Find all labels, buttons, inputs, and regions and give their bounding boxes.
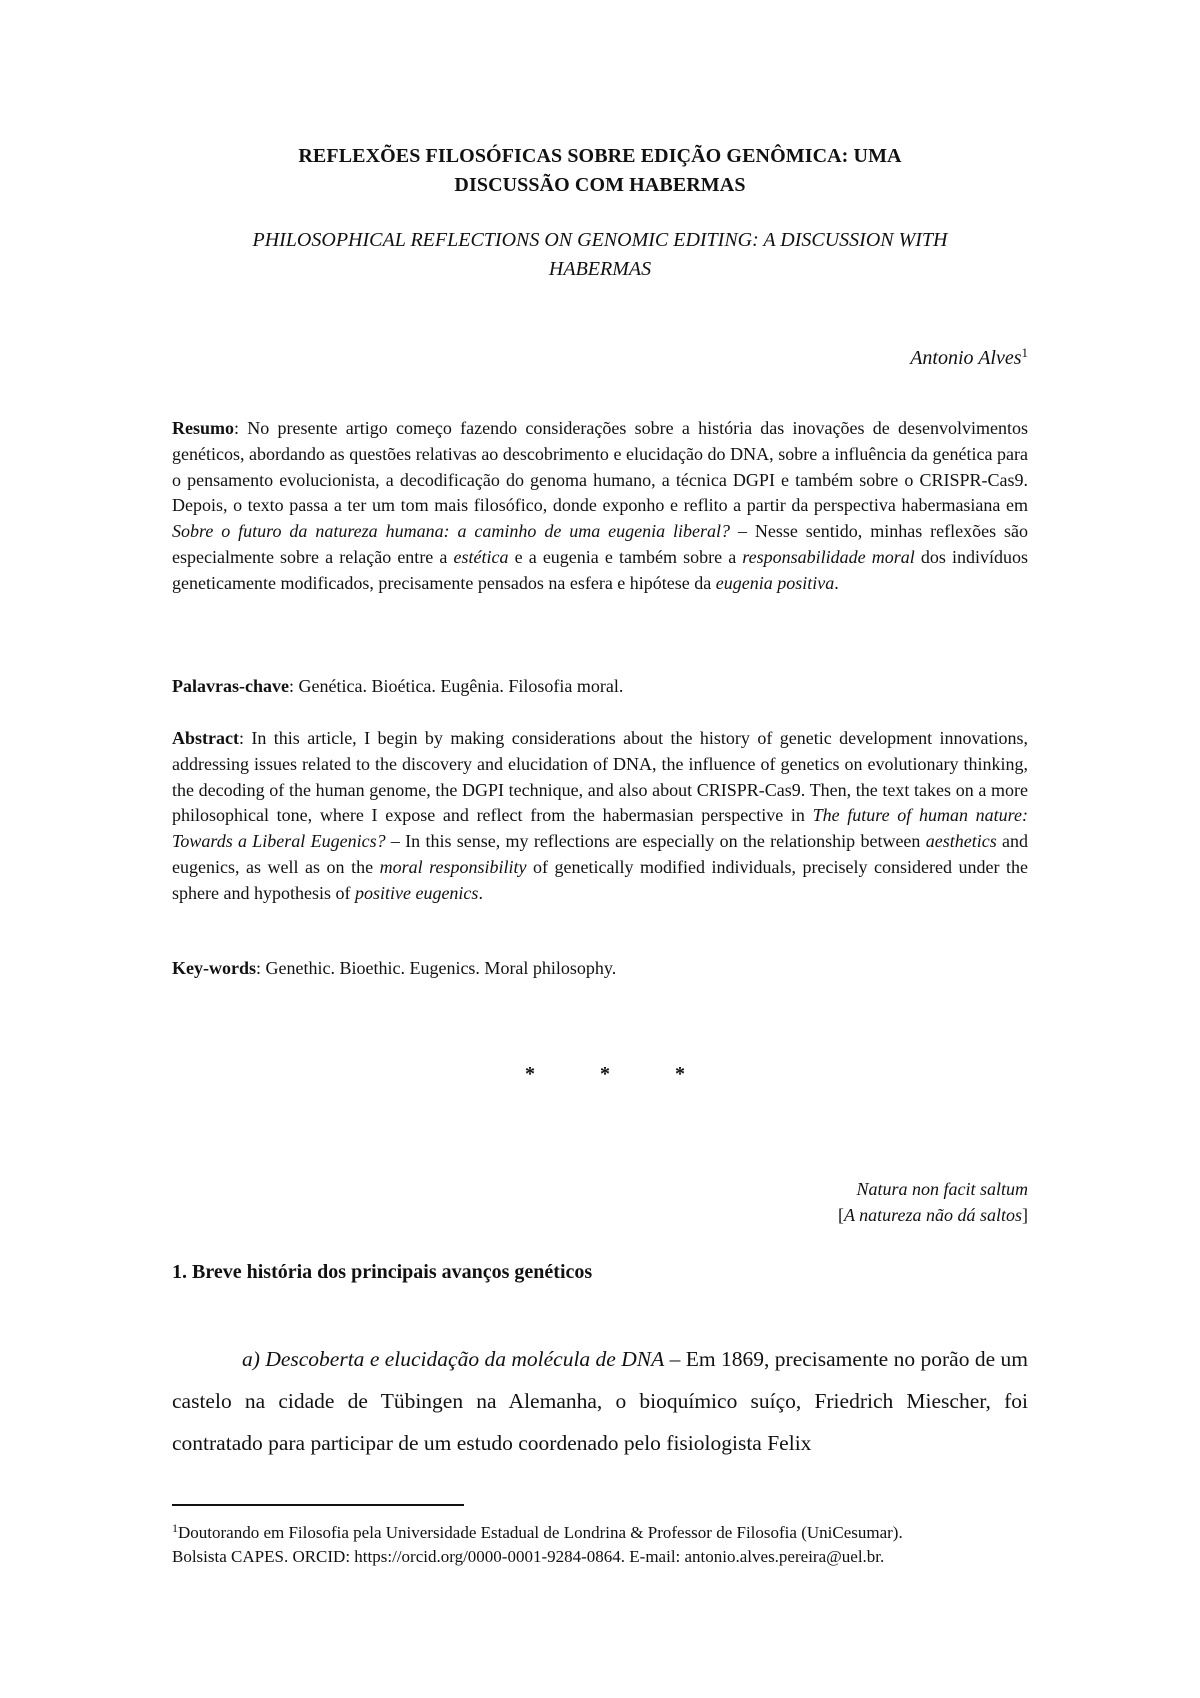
resumo-text-2: – Nesse sentido, minhas reflexões são especialmente sobre a relação entre a — [172, 521, 1028, 567]
author-footnote-mark[interactable]: 1 — [1021, 345, 1028, 360]
title-portuguese — [160, 142, 1040, 200]
section-separator — [525, 1063, 685, 1086]
body-subheading: Descoberta e elucidação da molécula de DNA — [265, 1347, 665, 1371]
author-name: Antonio Alves — [910, 347, 1022, 369]
resumo-text-5: . — [834, 572, 839, 593]
resumo-term-responsabilidade: responsabilidade moral — [742, 546, 915, 567]
body-paragraph — [172, 1338, 1028, 1464]
abstract-text-2: – In this sense, my reflections are especially on the relationship between — [385, 831, 926, 852]
footnote-line-2: Bolsista CAPES. ORCID: https://orcid.org/0000-0001-9284-0864. E-mail: antonio.alves.pereira@uel.br. — [172, 1547, 885, 1566]
title-line-2: DISCUSSÃO COM HABERMAS — [454, 174, 746, 196]
separator-star: * — [525, 1063, 535, 1085]
title-en-line-2: HABERMAS — [548, 258, 652, 280]
keywords-text: : Genethic. Bioethic. Eugenics. Moral philosophy. — [256, 958, 617, 978]
separator-star: * — [675, 1063, 685, 1085]
author-line — [910, 340, 1028, 371]
separator-star: * — [600, 1063, 610, 1085]
section-heading: 1. Breve história dos principais avanços genéticos — [172, 1261, 593, 1283]
resumo-term-estetica: estética — [453, 546, 509, 567]
palavras-chave-paragraph — [172, 674, 1028, 700]
abstract-label: Abstract — [172, 728, 239, 748]
epigraph-close-bracket: ] — [1022, 1205, 1028, 1225]
title-line-1: REFLEXÕES FILOSÓFICAS SOBRE EDIÇÃO GENÔMICA: UMA — [298, 145, 902, 167]
footnote-divider — [172, 1504, 464, 1506]
abstract-text-1: : In this article, I begin by making considerations about the history of genetic development innovations, addressing issues related to the discovery and elucidation of DNA, the influence of genetics on evolutionary thinking, the decoding of the human genome, the DGPI technique, and also about CRISPR-Cas9. Then, the text takes on a more philosophical tone, where I expose and reflect from the habermasian perspective in — [172, 728, 1028, 826]
resumo-term-eugenia: eugenia positiva — [715, 572, 835, 593]
epigraph-open-bracket: [ — [837, 1205, 844, 1225]
body-list-marker: a) — [242, 1347, 260, 1371]
abstract-book-title: The future of human nature: Towards a Liberal Eugenics? — [172, 805, 1028, 852]
resumo-label: Resumo — [172, 418, 234, 438]
epigraph-translation: A natureza não dá saltos — [843, 1205, 1022, 1225]
abstract-text-5: . — [478, 882, 483, 903]
palavras-chave-text: : Genética. Bioética. Eugênia. Filosofia moral. — [288, 676, 624, 696]
abstract-term-moral-responsibility: moral responsibility — [379, 856, 527, 877]
abstract-text-4: of genetically modified individuals, precisely considered under the sphere and hypothesis of — [172, 856, 1028, 903]
abstract-term-aesthetics: aesthetics — [925, 831, 997, 852]
resumo-text-4: dos indivíduos geneticamente modificados, precisamente pensados na esfera e hipótese da — [172, 546, 1028, 593]
keywords-label: Key-words — [172, 958, 256, 978]
resumo-text-3: e a eugenia e também sobre a — [508, 546, 743, 567]
abstract-term-positive-eugenics: positive eugenics — [354, 882, 479, 903]
palavras-chave-label: Palavras-chave — [172, 676, 289, 696]
resumo-paragraph — [172, 416, 1028, 597]
footnote-mark: 1 — [172, 1521, 178, 1535]
footnote — [172, 1516, 1032, 1569]
keywords-paragraph — [172, 956, 1028, 982]
epigraph-translation-line — [838, 1202, 1028, 1228]
resumo-text-1: : No presente artigo começo fazendo considerações sobre a história das inovações de desenvolvimentos genéticos, abordando as questões relativas ao descobrimento e elucidação do DNA, sobre a influência da genética para o pensamento evolucionista, a decodificação do genoma humano, a técnica DGPI e também sobre o CRISPR-Cas9. Depois, o texto passa a ter um tom mais filosófico, donde exponho e reflito a partir da perspectiva habermasiana em — [172, 418, 1028, 516]
footnote-line-1: Doutorando em Filosofia pela Universidade Estadual de Londrina & Professor de Filosofia (UniCesumar). — [178, 1523, 903, 1542]
title-en-line-1: PHILOSOPHICAL REFLECTIONS ON GENOMIC EDITING: A DISCUSSION WITH — [252, 229, 948, 251]
body-text: – Em 1869, precisamente no porão de um castelo na cidade de Tübingen na Alemanha, o bioquímico suíço, Friedrich Miescher, foi contratado para participar de um estudo coordenado pelo fisiologista Felix — [172, 1347, 1028, 1455]
resumo-book-title: Sobre o futuro da natureza humana: a caminho de uma eugenia liberal? — [172, 521, 731, 542]
abstract-paragraph — [172, 726, 1028, 907]
epigraph-latin: Natura non facit saltum — [856, 1179, 1028, 1199]
abstract-text-3: and eugenics, as well as on the — [172, 831, 1028, 877]
epigraph — [838, 1176, 1028, 1228]
title-english — [160, 226, 1040, 284]
